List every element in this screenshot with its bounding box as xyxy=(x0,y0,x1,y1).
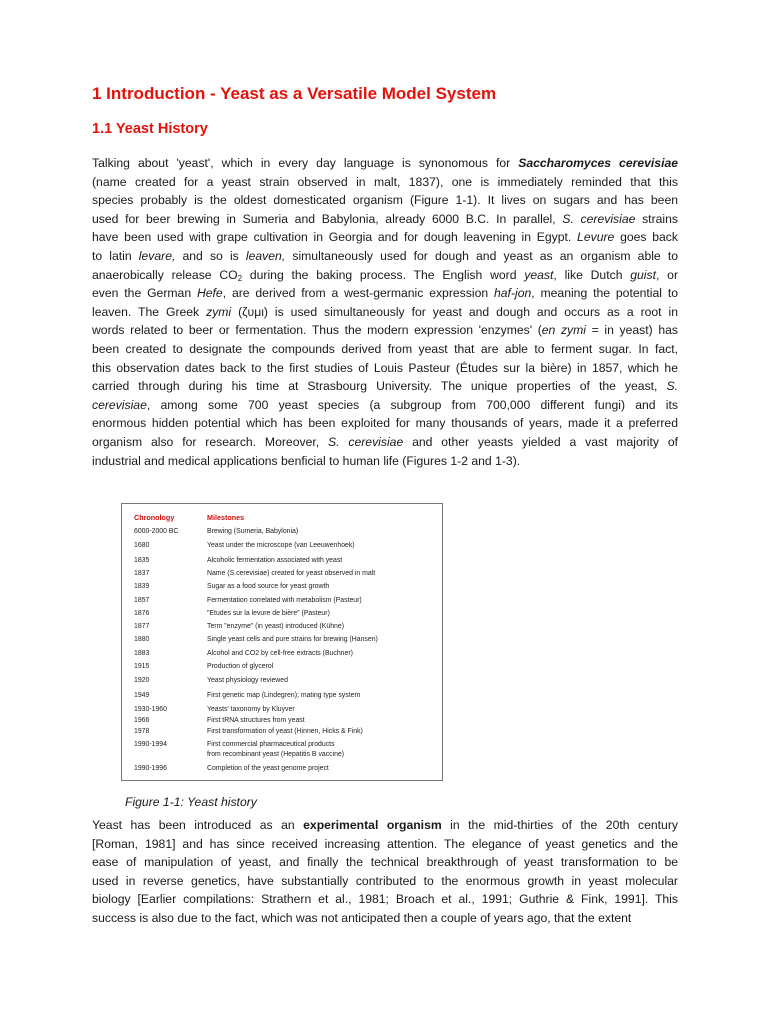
row-year: 1835 xyxy=(134,557,150,564)
row-milestone: First genetic map (Lindegren); mating type system xyxy=(207,692,361,699)
text-line: leaven. The Greek zymi (ζυμι) is used simultaneously for yeast and dough and occurs as a root in xyxy=(92,304,678,319)
text-line: used for beer brewing in Sumeria and Babylonia, already 6000 B.C. In parallel, S. cerevisiae strains xyxy=(92,211,678,226)
row-year: 1876 xyxy=(134,610,150,617)
text-line: used in reverse genetics, have substantially contributed to the enormous growth in yeast molecular xyxy=(92,873,678,888)
text-line: to latin levare, and so is leaven, simultaneously used for dough and yeast as an organism able to xyxy=(92,248,679,263)
row-milestone: Fermentation correlated with metabolism (Pasteur) xyxy=(207,597,362,604)
text-line: Yeast has been introduced as an experimental organism in the mid-thirties of the 20th century xyxy=(92,818,678,832)
table-row xyxy=(122,751,442,761)
table-row xyxy=(122,663,442,673)
row-year: 1877 xyxy=(134,623,150,630)
table-row xyxy=(122,650,442,660)
row-year: 1990-1994 xyxy=(134,741,167,748)
row-milestone: Yeasts' taxonomy by Kluyver xyxy=(207,706,295,713)
row-year: 1880 xyxy=(134,636,150,643)
table-row xyxy=(122,706,442,716)
figure-caption: Figure 1-1: Yeast history xyxy=(125,795,257,809)
text-line: industrial and medical applications benficial to human life (Figures 1-2 and 1-3). xyxy=(92,453,521,468)
row-milestone: Name (S.cerevisiae) created for yeast observed in malt xyxy=(207,570,376,577)
table-row xyxy=(122,692,442,702)
row-year: 1883 xyxy=(134,650,150,657)
row-year: 1857 xyxy=(134,597,150,604)
row-milestone: Alcoholic fermentation associated with yeast xyxy=(207,557,343,564)
row-milestone: Yeast under the microscope (van Leeuwenhoek) xyxy=(207,542,355,549)
table-row xyxy=(122,677,442,687)
row-milestone: Production of glycerol xyxy=(207,663,274,670)
row-year: 1680 xyxy=(134,542,150,549)
text-line: cerevisiae, among some 700 yeast species (a subgroup from 700,000 different fungi) and its xyxy=(92,397,678,412)
row-year: 1978 xyxy=(134,728,150,735)
row-milestone: Completion of the yeast genome project xyxy=(207,765,329,772)
text-line: organism also for research. Moreover, S. cerevisiae and other yeasts yielded a vast majority of xyxy=(92,434,678,449)
table-row xyxy=(122,741,442,751)
row-milestone: from recombinant yeast (Hepatitis B vaccine) xyxy=(207,751,345,758)
row-year: 1915 xyxy=(134,663,150,670)
table-row xyxy=(122,542,442,552)
text-line: enormous hidden potential which has been exploited for many thousands of years, made it a preferred xyxy=(92,416,678,431)
row-year: 6000-2000 BC xyxy=(134,528,179,535)
milestones-header: Milestones xyxy=(207,513,245,522)
yeast-history-table xyxy=(121,503,443,781)
experimental-organism-paragraph xyxy=(92,816,678,928)
text-line: even the German Hefe, are derived from a west-germanic expression haf-jon, meaning the potential to xyxy=(92,286,678,301)
row-milestone: Alcohol and CO2 by cell-free extracts (Buchner) xyxy=(207,650,353,657)
row-milestone: Brewing (Sumeria, Babylonia) xyxy=(207,528,299,535)
row-year: 1966 xyxy=(134,717,150,724)
row-milestone: Term "enzyme" (in yeast) introduced (Kühne) xyxy=(207,623,345,630)
row-milestone: First transformation of yeast (Hinnen, Hicks & Fink) xyxy=(207,728,363,735)
table-row xyxy=(122,728,442,738)
text-line: words related to beer or fermentation. Thus the modern expression 'enzymes' (en zymi = in yeast) has xyxy=(92,323,678,338)
table-row xyxy=(122,597,442,607)
text-line: carried through during his time at Strasbourg University. The unique properties of the yeast, S. xyxy=(92,379,678,394)
table-row xyxy=(122,528,442,538)
table-row xyxy=(122,623,442,633)
row-year: 1920 xyxy=(134,677,150,684)
text-line: ease of manipulation of yeast, and finally the technical breakthrough of yeast transformation to be xyxy=(92,855,678,870)
text-line: this observation dates back to the first studies of Louis Pasteur (Études sur la bière) in 1857, which he xyxy=(92,360,678,375)
row-milestone: Sugar as a food source for yeast growth xyxy=(207,583,330,590)
text-line: success is also due to the fact, which was not anticipated then a couple of years ago, that the extent xyxy=(92,910,632,925)
row-year: 1949 xyxy=(134,692,150,699)
table-row xyxy=(122,610,442,620)
text-line: Talking about 'yeast', which in every day language is synonomous for Saccharomyces cerevisiae xyxy=(92,156,679,170)
text-line: biology [Earlier compilations: Strathern et al., 1981; Broach et al., 1991; Guthrie & Fink, 1991]. This xyxy=(92,892,678,907)
section-heading: 1.1 Yeast History xyxy=(92,121,208,137)
table-row xyxy=(122,765,442,775)
row-milestone: Yeast physiology reviewed xyxy=(207,677,288,684)
row-milestone: Single yeast cells and pure strains for brewing (Hansen) xyxy=(207,636,378,643)
intro-paragraph xyxy=(92,154,678,470)
text-line: species probably is the oldest domesticated organism (Figure 1-1). It lives on sugars and has been xyxy=(92,193,678,208)
row-year: 1839 xyxy=(134,583,150,590)
row-milestone: First tRNA structures from yeast xyxy=(207,717,305,724)
text-line: anaerobically release $CO_2$ during the baking process. The English word yeast, like Dutch guist, or xyxy=(92,267,678,283)
row-year: 1930-1960 xyxy=(134,706,167,713)
table-row xyxy=(122,583,442,593)
row-milestone: "Etudes sur la levure de bière" (Pasteur) xyxy=(207,610,330,617)
chapter-heading: 1 Introduction - Yeast as a Versatile Model System xyxy=(92,84,497,103)
row-year: 1837 xyxy=(134,570,150,577)
text-line: have been used with grape cultivation in Georgia and for dough leavening in Egypt. Levure goes back xyxy=(92,230,678,245)
text-line: [Roman, 1981] and has since received increasing attention. The elegance of yeast genetics and the xyxy=(92,836,678,851)
text-line: been created to designate the compounds derived from yeast that are able to ferment sugar. In fact, xyxy=(92,341,678,356)
row-milestone: First commercial pharmaceutical products xyxy=(207,741,335,748)
chronology-header: Chronology xyxy=(134,513,175,522)
table-row xyxy=(122,636,442,646)
table-row xyxy=(122,717,442,727)
table-row xyxy=(122,557,442,567)
text-line: (name created for a yeast strain observed in malt, 1837), one is immediately reminded that this xyxy=(92,174,678,189)
row-year: 1990-1996 xyxy=(134,765,167,772)
table-row xyxy=(122,570,442,580)
